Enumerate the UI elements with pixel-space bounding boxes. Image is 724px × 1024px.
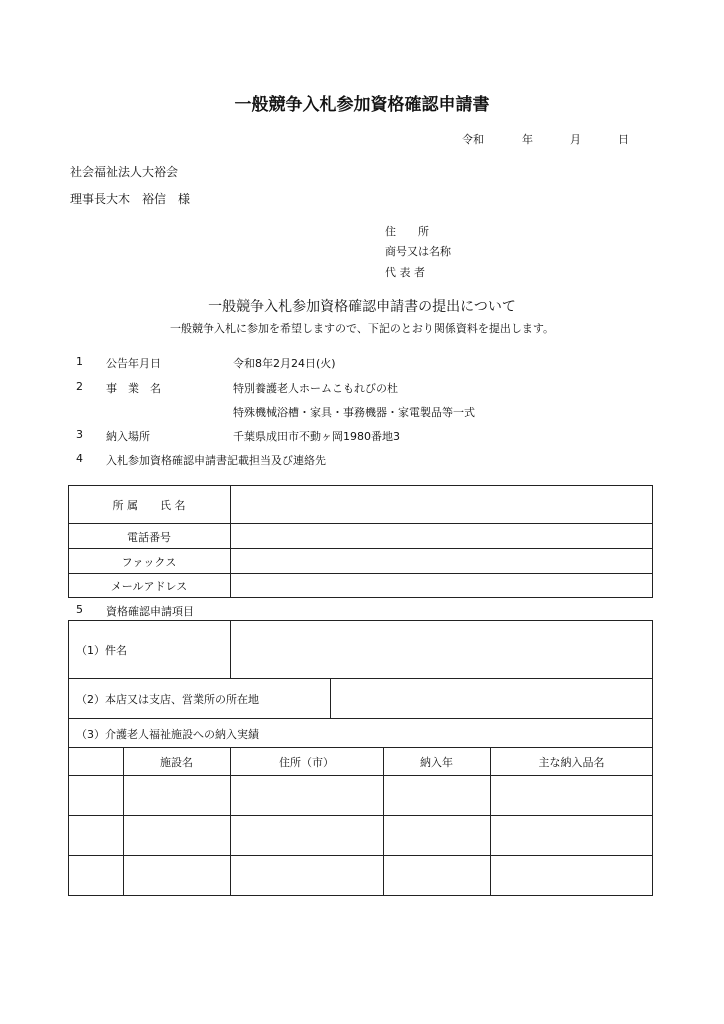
addressee-org: 社会福祉法人大裕会 [70,165,179,179]
email-field[interactable] [232,575,651,597]
contact-label: ファックス [121,556,177,569]
item-label: 公告年月日 [106,357,161,370]
office-location-field[interactable] [332,680,651,717]
table-row[interactable] [68,855,653,895]
subject-field[interactable] [232,622,651,677]
subject-label: （1）件名 [76,644,127,657]
item-label: 納入場所 [106,430,150,443]
column-header-year: 納入年 [420,756,453,769]
item-num: 3 [76,428,83,441]
intro-text: 一般競争入札に参加を希望しますので、下記のとおり関係資料を提出します。 [170,322,554,335]
item-value: 特殊機械浴槽・家具・事務機器・家電製品等一式 [233,406,475,419]
item-num: 4 [76,452,83,465]
contact-label: メールアドレス [110,580,188,593]
item-value: 令和8年2月24日(火) [233,357,336,370]
column-header-items: 主な納入品名 [538,756,605,769]
date-year: 年 [522,133,533,146]
document-title: 一般競争入札参加資格確認申請書 [234,95,490,115]
item-num: 2 [76,380,83,393]
table-row[interactable] [68,815,653,855]
table-row[interactable] [68,775,653,815]
item-value: 特別養護老人ホームこもれびの杜 [233,382,398,395]
applicant-rep-label: 代 表 者 [385,266,425,279]
name-field[interactable] [232,487,651,522]
office-location-label: （2）本店又は支店、営業所の所在地 [76,693,259,706]
item-label: 入札参加資格確認申請書記載担当及び連絡先 [106,454,326,467]
applicant-name-label: 商号又は名称 [385,245,451,258]
column-header-facility: 施設名 [160,756,193,769]
date-month: 月 [570,133,581,146]
item-label: 事 業 名 [106,382,161,395]
item-num: 5 [76,603,83,616]
delivery-record-label: （3）介護老人福祉施設への納入実績 [76,728,259,741]
applicant-address-label: 住 所 [385,225,429,238]
phone-field[interactable] [232,525,651,547]
fax-field[interactable] [232,550,651,572]
subtitle: 一般競争入札参加資格確認申請書の提出について [208,299,516,315]
date-day: 日 [618,133,629,146]
contact-label: 電話番号 [127,531,171,544]
item-value: 千葉県成田市不動ヶ岡1980番地3 [233,430,400,443]
contact-label: 所 属 氏 名 [112,499,186,512]
column-header-address: 住所（市） [279,756,334,769]
addressee-person: 理事長大木 裕信 様 [70,192,191,206]
item-label: 資格確認申請項目 [106,605,194,618]
item-num: 1 [76,355,83,368]
date-era: 令和 [462,133,484,146]
